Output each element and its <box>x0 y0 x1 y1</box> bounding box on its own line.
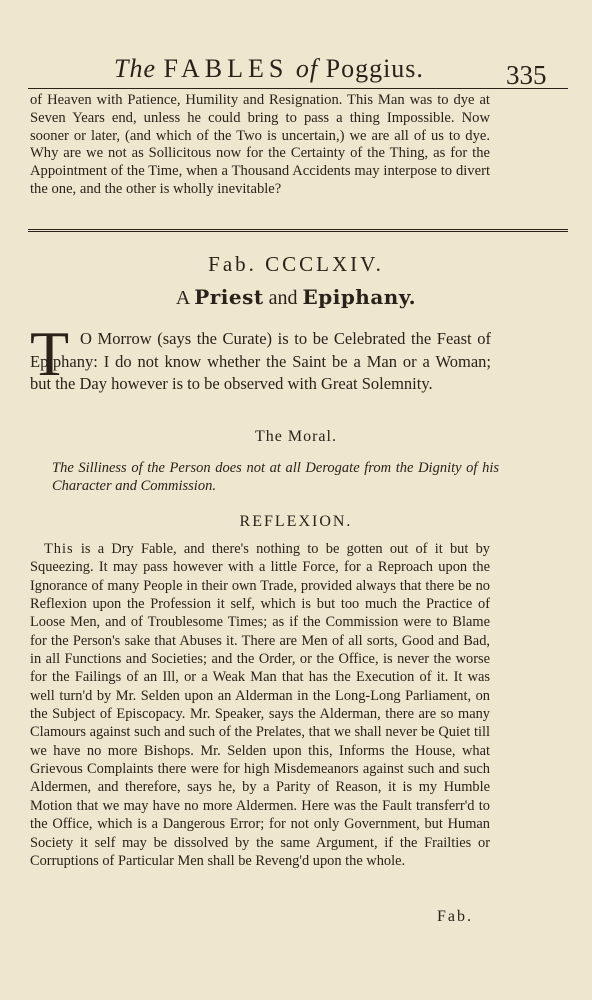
fable-title-and: and <box>268 287 298 309</box>
title-the: The <box>114 54 156 83</box>
header-rule <box>28 88 568 89</box>
previous-fable-text: of Heaven with Patience, Humility and Resignation. This Man was to dye at Seven Years end, unless he could bring to pass a thing Impossible. Now sooner or later, (and which of the Two is uncertain,) we are all of us to dye. Why are we not as Sollicitous now for the Certainty of the Thing, as for the Appointment of the Time, when a Thousand Accidents may interpose to divert the one, and the other is wholly inevitable? <box>30 92 490 197</box>
reflexion-text <box>30 540 490 870</box>
reflexion-heading: REFLEXION. <box>239 513 353 530</box>
drop-cap: T <box>30 318 70 389</box>
fable-title-priest: Priest <box>194 285 264 309</box>
reflexion-body: is a Dry Fable, and there's nothing to be gotten out of it but by Squeezing. It may pass however with a little Force, for a Reproach upon the Ignorance of many People in their own Trade, provided always that there be no Reflexion upon the Profession it self, which is but too much the Practice of Loose Men, and of Troublesome Times; as if the Commission were to Blame for the Person's sake that Abuses it. There are Men of all sorts, Good and Bad, in all Functions and Societies; and the Order, or the Office, is never the worse for the Failings of an Ill, or a Weak Man that has the Execution of it. It was well turn'd by Mr. Selden upon an Alderman in the Long-Long Parliament, on the Subject of Episcopacy. Mr. Speaker, says the Alderman, there are so many Clamours against such and such of the Prelates, that we shall never be Quiet till we have no more Bishops. Mr. Selden upon this, Informs the House, what Grievous Complaints there were for high Misdemeanors against such and such Aldermen, and therefore, says he, by a Parity of Reason, it is my Humble Motion that we may have no more Aldermen. Here was the Fault transferr'd to the Office, which is a Dangerous Error; for not only Government, but Human Society it self may be dissolved by the same Argument, if the Frailties or Corruptions of Particular Men shall be Reveng'd upon the whole. <box>30 541 490 869</box>
moral-heading: The Moral. <box>255 428 337 445</box>
fable-text <box>30 318 491 396</box>
title-of: of <box>295 54 319 83</box>
running-title <box>114 54 424 84</box>
fable-number: Fab. CCCLXIV. <box>208 252 384 276</box>
fable-body: O Morrow (says the Curate) is to be Celebrated the Feast of Epiphany: I do not know whether the Saint be a Man or a Woman; but the Day however is to be observed with Great Solemnity. <box>30 329 491 393</box>
running-header <box>28 48 568 88</box>
reflexion-first-word: This <box>44 541 74 557</box>
fable-title <box>0 285 592 310</box>
section-divider <box>28 229 568 232</box>
title-fables: FABLES <box>163 54 289 83</box>
fable-title-epiphany: Epiphany. <box>302 285 417 309</box>
page-number: 335 <box>506 60 547 90</box>
catchword: Fab. <box>437 908 473 925</box>
title-author: Poggius. <box>325 54 424 83</box>
moral-text: The Silliness of the Person does not at all Derogate from the Dignity of his Character and Commission. <box>52 460 499 494</box>
fable-title-a: A <box>175 287 190 309</box>
